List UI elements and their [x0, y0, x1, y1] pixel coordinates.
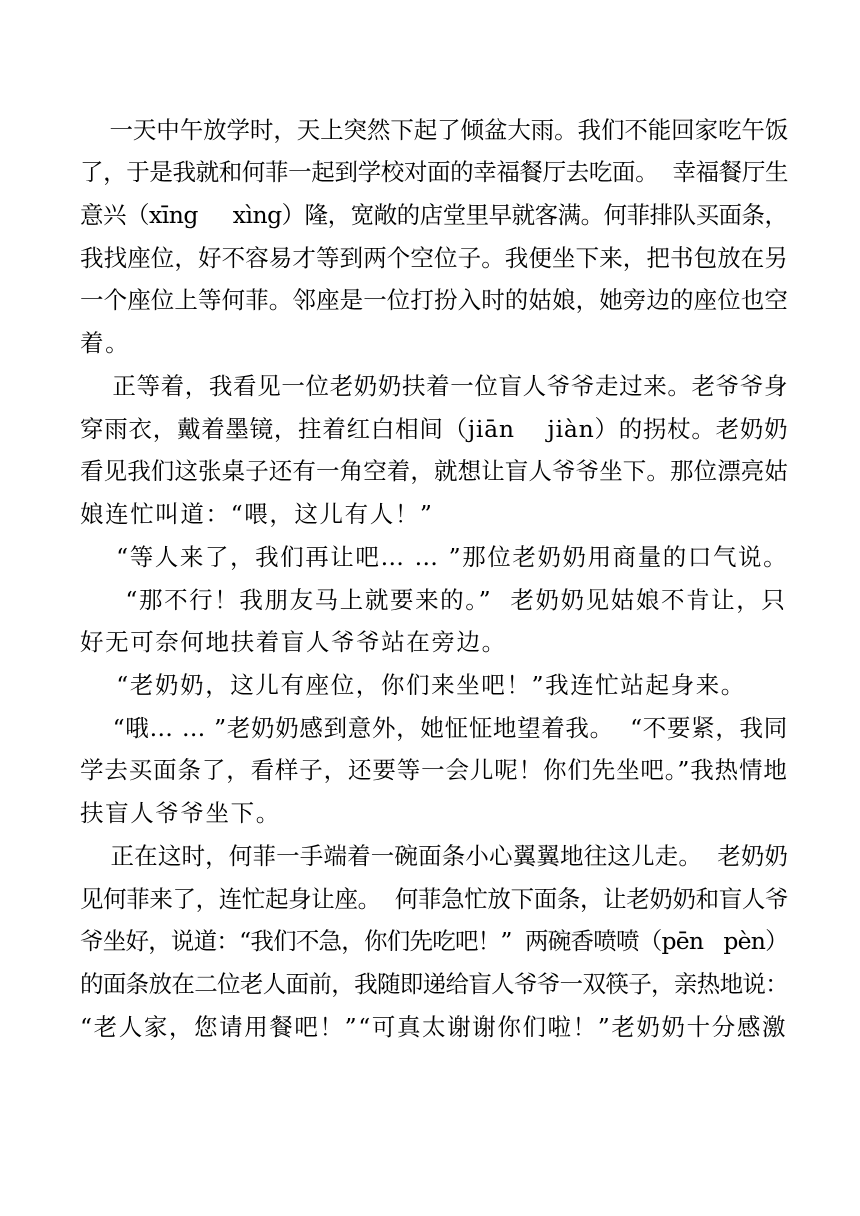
text-line: 扶盲人爷爷坐下。 — [80, 799, 281, 827]
text-line: “等人来了，我们再让吧… … ”那位老奶奶用商量的口气说。 — [80, 543, 789, 571]
text-line: 好无可奈何地扶着盲人爷爷站在旁边。 — [80, 628, 507, 656]
text-line: 一天中午放学时，天上突然下起了倾盆大雨。我们不能回家吃午饭 — [80, 116, 789, 144]
text-line: 见何菲来了，连忙起身让座。 何菲急忙放下面条，让老奶奶和盲人爷 — [80, 885, 789, 913]
text-line: 穿雨衣，戴着墨镜，拄着红白相间（jiān jiàn）的拐杖。老奶奶 — [80, 415, 789, 443]
text-line: “老奶奶，这儿有座位，你们来坐吧！”我连忙站起身来。 — [80, 671, 746, 699]
text-line: “老人家，您请用餐吧！”“可真太谢谢你们啦！”老奶奶十分感激 — [80, 1013, 788, 1041]
text-line: 的面条放在二位老人面前，我随即递给盲人爷爷一双筷子，亲热地说： — [80, 970, 789, 998]
text-line: 看见我们这张桌子还有一角空着，就想让盲人爷爷坐下。那位漂亮姑 — [80, 457, 788, 485]
text-line: 着。 — [80, 329, 131, 357]
text-line: 意兴（xīng xìng）隆，宽敞的店堂里早就客满。何菲排队买面条， — [80, 201, 788, 229]
text-line: “那不行！我朋友马上就要来的。” 老奶奶见姑娘不肯让，只 — [80, 586, 787, 614]
text-line: 一个座位上等何菲。邻座是一位打扮入时的姑娘，她旁边的座位也空 — [80, 286, 788, 314]
text-line: 娘连忙叫道：“喂，这儿有人！” — [80, 500, 434, 528]
text-line: 我找座位，好不容易才等到两个空位子。我便坐下来，把书包放在另 — [80, 244, 788, 272]
text-line: 正在这时，何菲一手端着一碗面条小心翼翼地往这儿走。 老奶奶 — [80, 842, 789, 870]
text-line: 学去买面条了，看样子，还要等一会儿呢！你们先坐吧。”我热情地 — [80, 756, 788, 784]
text-line: 正等着，我看见一位老奶奶扶着一位盲人爷爷走过来。老爷爷身 — [80, 372, 789, 400]
text-line: 了，于是我就和何菲一起到学校对面的幸福餐厅去吃面。 幸福餐厅生 — [80, 158, 789, 186]
text-line: “哦… … ”老奶奶感到意外，她怔怔地望着我。 “不要紧，我同 — [80, 714, 788, 742]
text-line: 爷坐好，说道：“我们不急，你们先吃吧！” 两碗香喷喷（pēn pèn） — [80, 927, 788, 955]
